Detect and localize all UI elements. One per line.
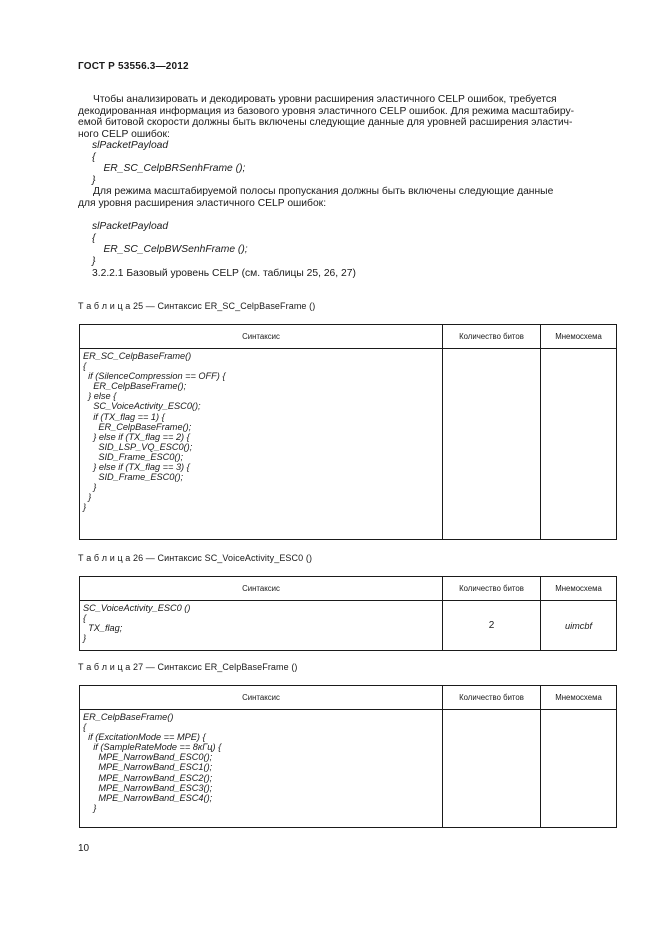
bits-cell: 2 (443, 601, 541, 651)
code-line: { (83, 722, 87, 733)
code-line: } (92, 255, 96, 267)
code-line: ER_CelpBaseFrame(); (83, 421, 192, 432)
section-heading: 3.2.2.1 Базовый уровень CELP (см. таблицы 25, 26, 27) (92, 268, 356, 279)
code-line: } (83, 633, 87, 644)
code-line: TX_flag; (83, 623, 123, 634)
code-line: slPacketPayload (92, 140, 169, 151)
code-line: ER_SC_CelpBWSenhFrame (); (92, 244, 248, 256)
code-line: ER_CelpBaseFrame() (83, 712, 174, 722)
code-line: } (83, 492, 92, 503)
column-header-mnemonic: Мнемосхема (541, 325, 617, 349)
code-line: { (83, 613, 87, 624)
mnemonic-cell (541, 349, 617, 540)
code-line: } (83, 482, 97, 493)
code-line: MPE_NarrowBand_ESC0(); (83, 752, 213, 763)
code-line: SC_VoiceActivity_ESC0(); (83, 401, 201, 412)
document-header: ГОСТ Р 53556.3—2012 (78, 61, 189, 72)
column-header-bits: Количество битов (443, 686, 541, 710)
code-line: ER_SC_CelpBaseFrame() (83, 351, 192, 361)
code-line: MPE_NarrowBand_ESC1(); (83, 762, 213, 773)
column-header-mnemonic: Мнемосхема (541, 686, 617, 710)
code-line: } (92, 174, 96, 186)
paragraph-line: для уровня расширения эластичного CELP ошибок: (78, 197, 327, 209)
code-line: MPE_NarrowBand_ESC4(); (83, 792, 213, 803)
code-line: if (SampleRateMode == 8кГц) { (83, 742, 222, 753)
syntax-cell (80, 601, 443, 651)
column-header-syntax: Синтаксис (80, 577, 443, 601)
code-line: MPE_NarrowBand_ESC3(); (83, 782, 213, 793)
code-line: SID_Frame_ESC0(); (83, 472, 184, 483)
syntax-table-26 (79, 576, 617, 651)
syntax-table-25 (79, 324, 617, 540)
syntax-cell (80, 349, 443, 540)
column-header-bits: Количество битов (443, 577, 541, 601)
intro-line: Чтобы анализировать и декодировать уровни расширения эластичного CELP ошибок, требуется (93, 94, 557, 105)
table-caption: Т а б л и ц а 25 — Синтаксис ER_SC_CelpBaseFrame () (78, 301, 316, 311)
column-header-syntax: Синтаксис (80, 325, 443, 349)
code-line: if (TX_flag == 1) { (83, 411, 165, 422)
syntax-table-27 (79, 685, 617, 828)
code-line: { (92, 151, 96, 163)
code-line: if (SilenceCompression == OFF) { (83, 371, 226, 382)
column-header-syntax: Синтаксис (80, 686, 443, 710)
code-line: ER_SC_CelpBRSenhFrame (); (92, 163, 246, 175)
table-caption: Т а б л и ц а 27 — Синтаксис ER_CelpBaseFrame () (78, 662, 298, 672)
column-header-bits: Количество битов (443, 325, 541, 349)
intro-line: декодированная информация из базового уровня эластичного CELP ошибок. Для режима масштабиру- (78, 105, 575, 117)
page-number: 10 (78, 843, 90, 854)
code-line: } else if (TX_flag == 3) { (83, 462, 190, 473)
intro-line: емой битовой скорости должны быть включены следующие данные для уровней расширения эластич- (78, 117, 573, 129)
column-header-mnemonic: Мнемосхема (541, 577, 617, 601)
code-line: } (83, 802, 97, 813)
paragraph-line: Для режима масштабируемой полосы пропускания должны быть включены следующие данные (93, 186, 554, 197)
code-line: MPE_NarrowBand_ESC2(); (83, 772, 213, 783)
code-line: SID_Frame_ESC0(); (83, 451, 184, 462)
syntax-cell (80, 710, 443, 828)
intro-paragraph (78, 94, 615, 140)
code-line: { (92, 232, 96, 244)
code-line: } else { (83, 391, 117, 402)
bits-cell (443, 710, 541, 828)
code-block-bitrate (92, 140, 245, 186)
code-line: { (83, 361, 87, 372)
code-block-bandwidth (92, 221, 248, 267)
code-line: slPacketPayload (92, 221, 169, 232)
intro-line: ного CELP ошибок: (78, 128, 170, 140)
table-caption: Т а б л и ц а 26 — Синтаксис SC_VoiceActivity_ESC0 () (78, 553, 313, 563)
code-line: } else if (TX_flag == 2) { (83, 431, 190, 442)
mnemonic-cell (541, 710, 617, 828)
mnemonic-cell: uimcbf (541, 601, 617, 651)
bits-cell (443, 349, 541, 540)
bandwidth-paragraph (78, 186, 615, 209)
code-line: SC_VoiceActivity_ESC0 () (83, 603, 191, 613)
code-line: ER_CelpBaseFrame(); (83, 381, 187, 392)
code-line: } (83, 502, 87, 513)
code-line: SID_LSP_VQ_ESC0(); (83, 441, 193, 452)
code-line: if (ExcitationMode == MPE) { (83, 732, 206, 743)
